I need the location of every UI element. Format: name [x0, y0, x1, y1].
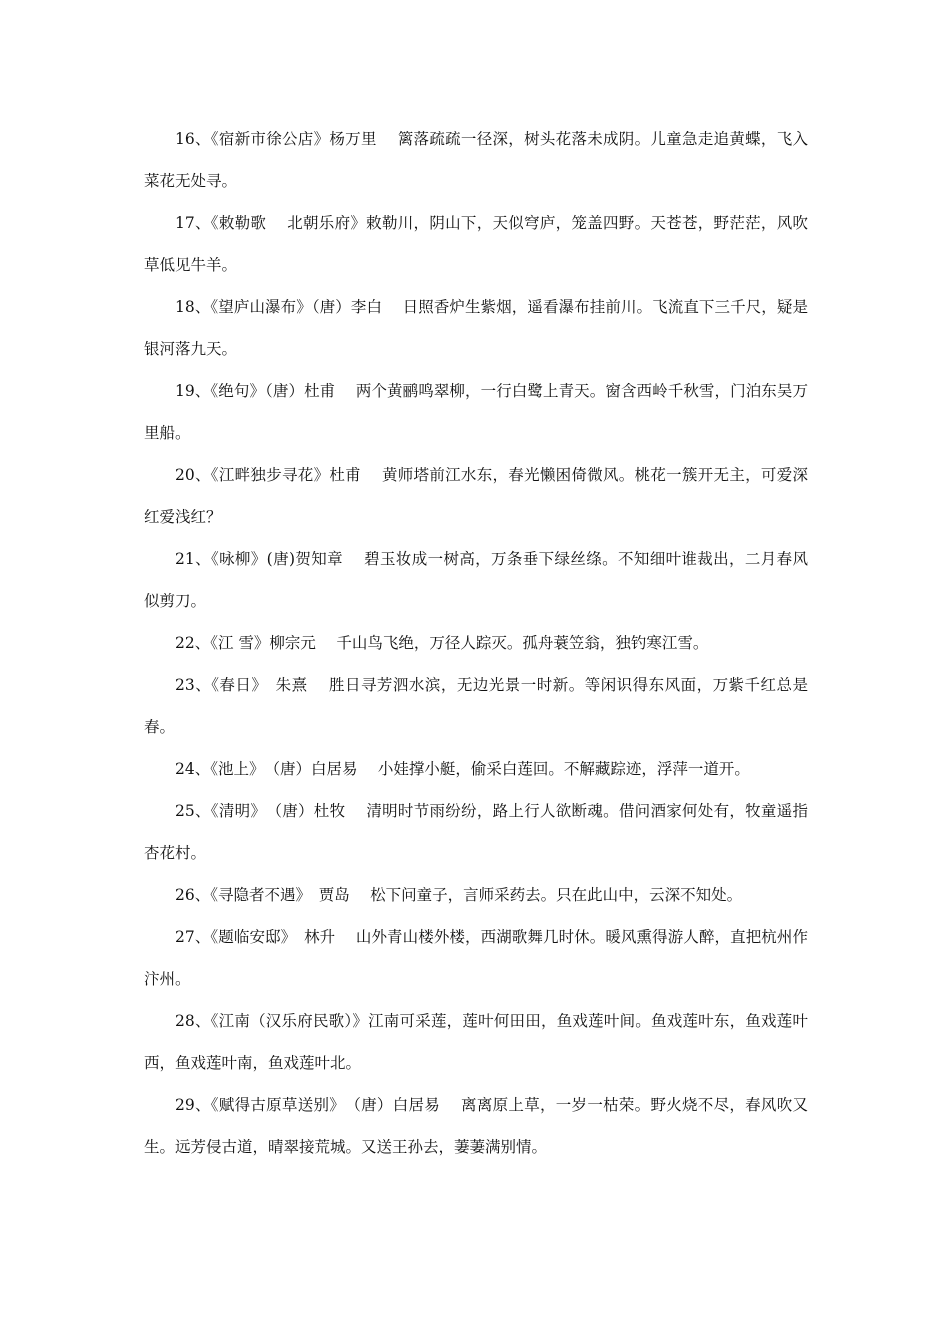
poem-19: 19、《绝句》（唐）杜甫 两个黄鹂鸣翠柳，一行白鹭上青天。窗含西岭千秋雪，门泊东吴万里船。 — [144, 382, 808, 442]
poem-list — [144, 118, 808, 1168]
poem-18: 18、《望庐山瀑布》（唐）李白 日照香炉生紫烟，遥看瀑布挂前川。飞流直下三千尺，疑是银河落九天。 — [144, 298, 808, 358]
poem-26: 26、《寻隐者不遇》 贾岛 松下问童子，言师采药去。只在此山中，云深不知处。 — [175, 886, 743, 904]
poem-28: 28、《江南（汉乐府民歌）》江南可采莲，莲叶何田田，鱼戏莲叶间。鱼戏莲叶东，鱼戏莲叶西，鱼戏莲叶南，鱼戏莲叶北。 — [144, 1012, 808, 1072]
poem-21: 21、《咏柳》(唐)贺知章 碧玉妆成一树高，万条垂下绿丝绦。不知细叶谁裁出，二月春风似剪刀。 — [144, 550, 808, 610]
poem-23: 23、《春日》 朱熹 胜日寻芳泗水滨，无边光景一时新。等闲识得东风面，万紫千红总是春。 — [144, 676, 808, 736]
poem-22: 22、《江 雪》柳宗元 千山鸟飞绝，万径人踪灭。孤舟蓑笠翁，独钓寒江雪。 — [175, 634, 709, 652]
poem-17: 17、《敕勒歌 北朝乐府》敕勒川，阴山下，天似穹庐，笼盖四野。天苍苍，野茫茫，风吹草低见牛羊。 — [144, 214, 808, 274]
poem-27: 27、《题临安邸》 林升 山外青山楼外楼，西湖歌舞几时休。暖风熏得游人醉，直把杭州作汴州。 — [144, 928, 808, 988]
poem-16: 16、《宿新市徐公店》杨万里 篱落疏疏一径深，树头花落未成阴。儿童急走追黄蝶，飞入菜花无处寻。 — [144, 130, 808, 190]
poem-24: 24、《池上》 （唐）白居易 小娃撑小艇，偷采白莲回。不解藏踪迹，浮萍一道开。 — [175, 760, 750, 778]
poem-29: 29、《赋得古原草送别》 （唐）白居易 离离原上草，一岁一枯荣。野火烧不尽，春风吹又生。远芳侵古道，晴翠接荒城。又送王孙去，萋萋满别情。 — [144, 1096, 808, 1156]
poem-20: 20、《江畔独步寻花》杜甫 黄师塔前江水东，春光懒困倚微风。桃花一簇开无主，可爱深红爱浅红？ — [144, 466, 808, 526]
poem-25: 25、《清明》 （唐）杜牧 清明时节雨纷纷，路上行人欲断魂。借问酒家何处有，牧童遥指杏花村。 — [144, 802, 808, 862]
